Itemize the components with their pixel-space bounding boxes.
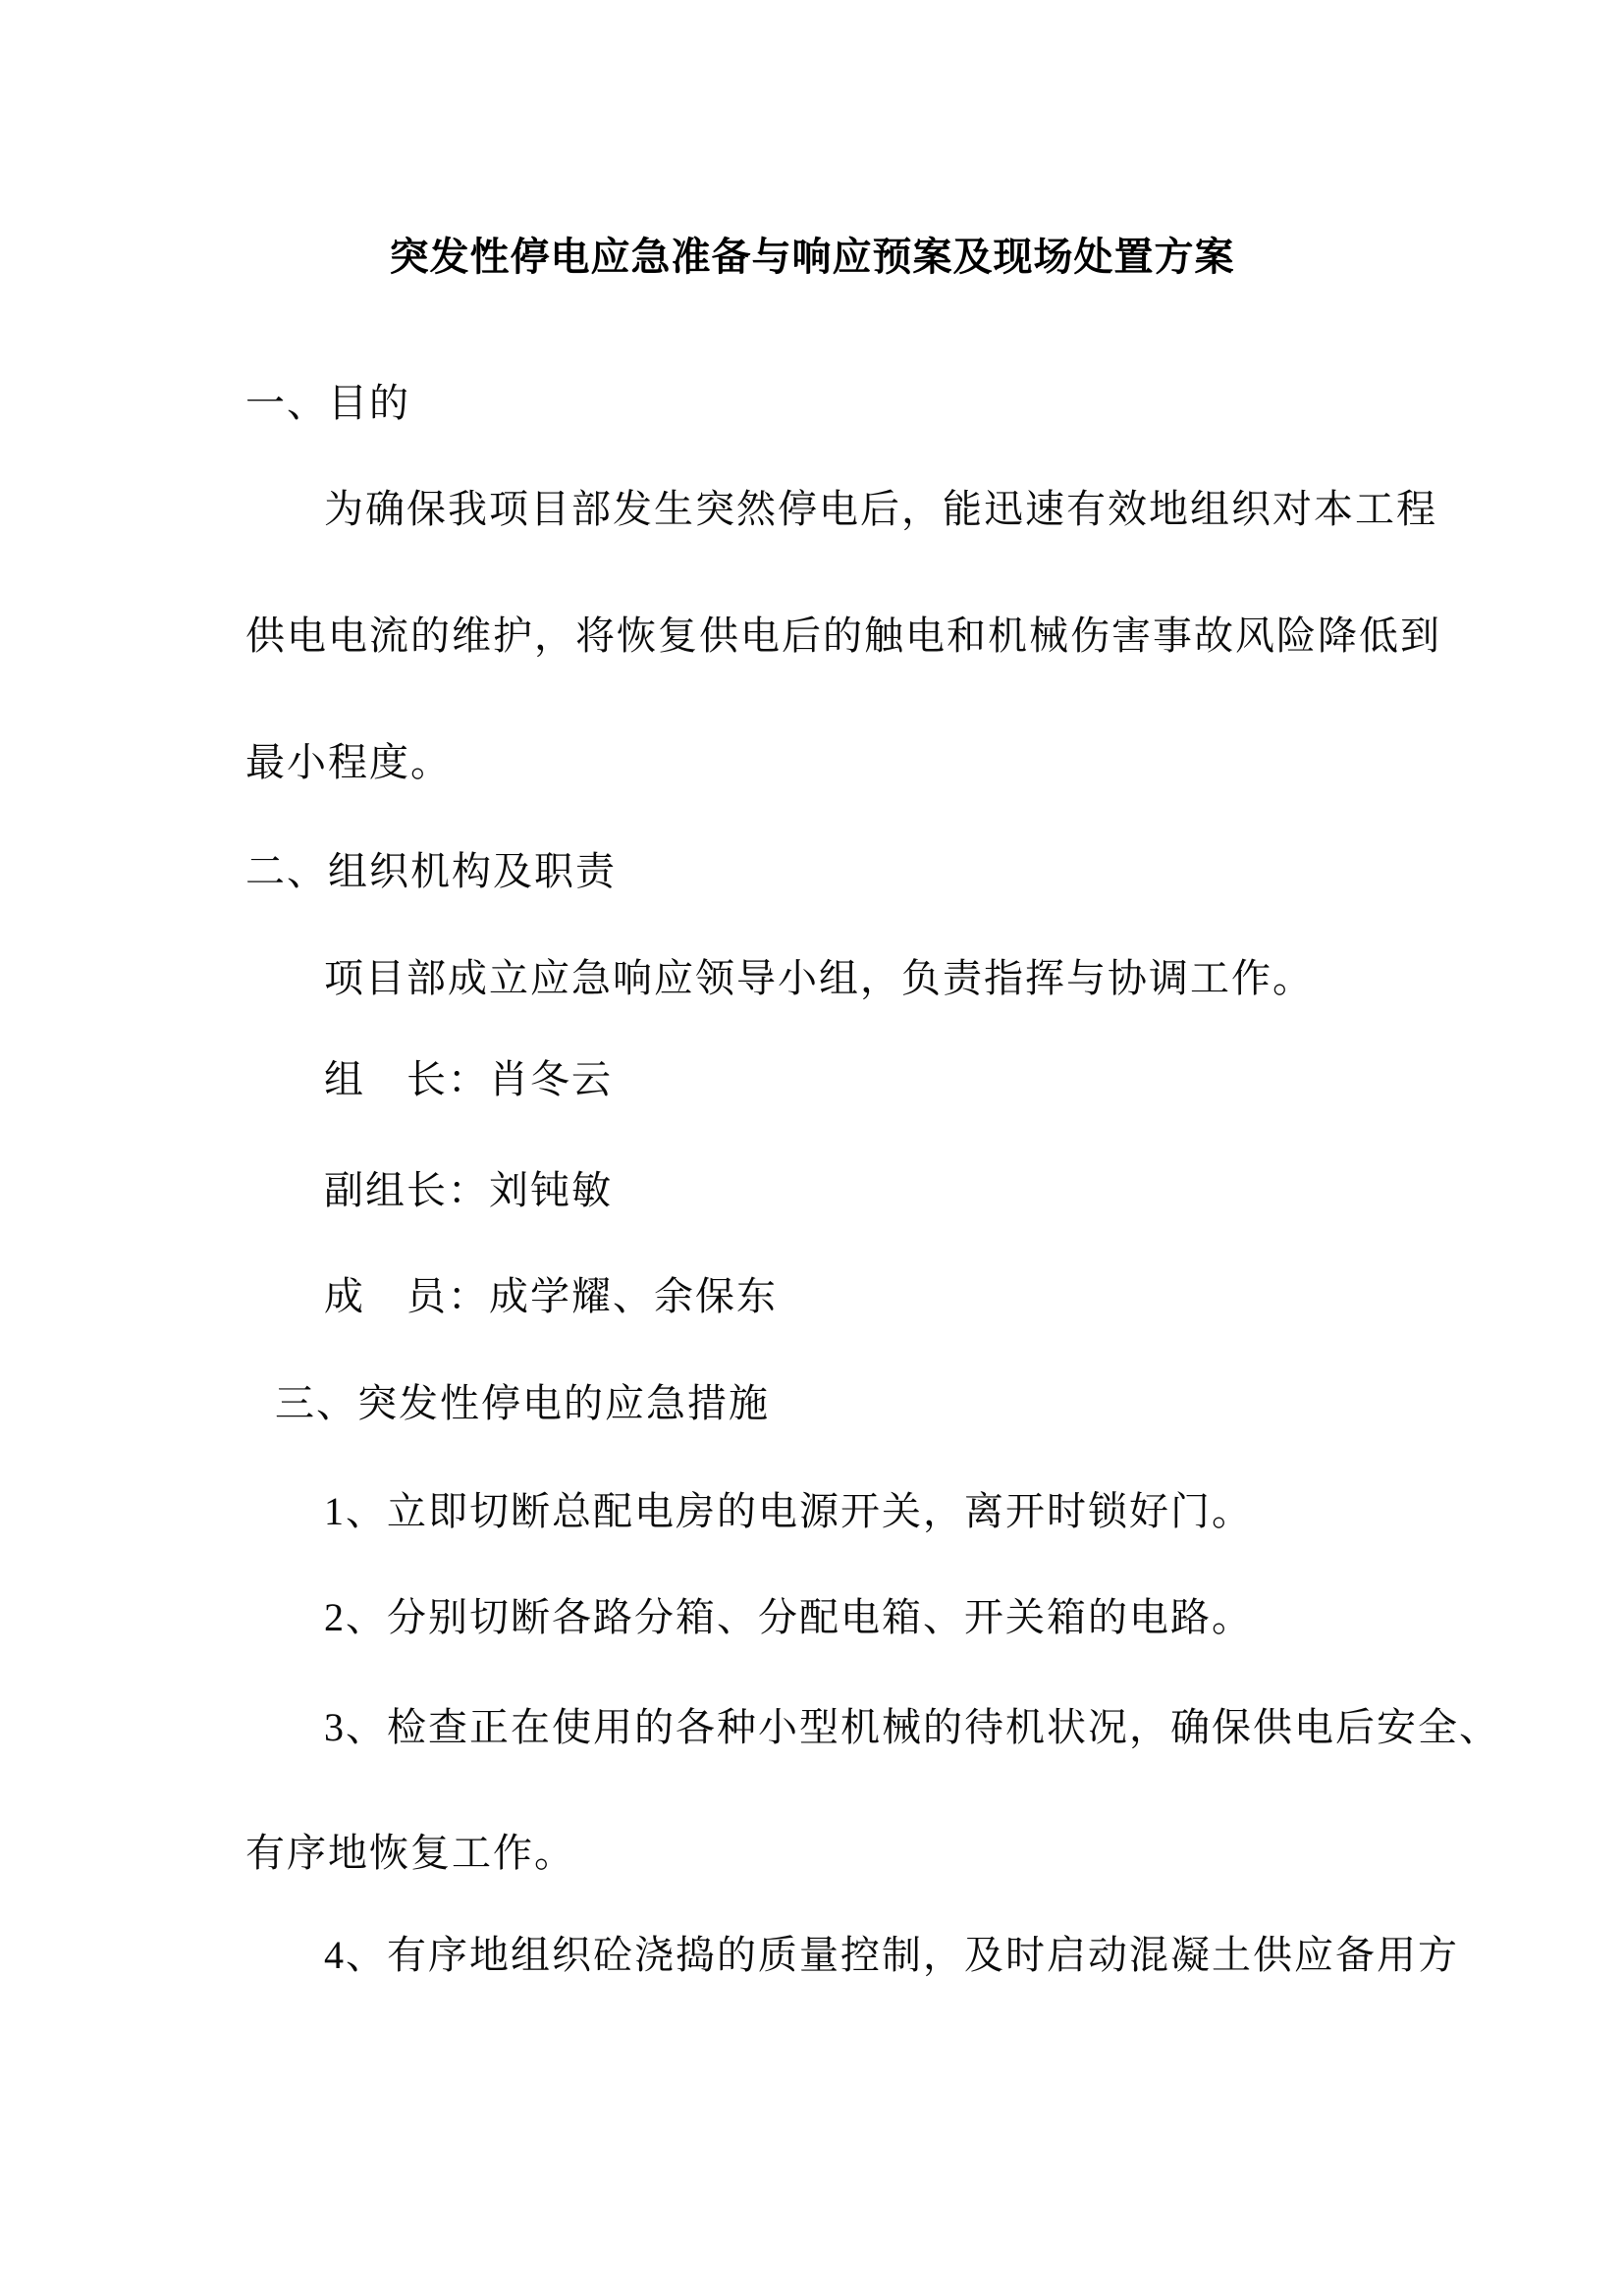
- measure-item-1: 1、立即切断总配电房的电源开关，离开时锁好门。: [324, 1489, 1253, 1533]
- purpose-paragraph-line: 供电电流的维护，将恢复供电后的触电和机械伤害事故风险降低到: [245, 614, 1441, 658]
- roster-line-deputy-leader: 副组长：刘钝敏: [324, 1168, 613, 1212]
- purpose-paragraph-line: 为确保我项目部发生突然停电后，能迅速有效地组织对本工程: [324, 487, 1437, 531]
- roster-line-leader: 组 长：肖冬云: [324, 1057, 613, 1101]
- measure-item-3-line: 3、检查正在使用的各种小型机械的待机状况，确保供电后安全、: [324, 1705, 1500, 1749]
- measure-item-2: 2、分别切断各路分箱、分配电箱、开关箱的电路。: [324, 1595, 1253, 1639]
- section-organization-heading: 二、组织机构及职责: [245, 849, 617, 893]
- organization-intro-line: 项目部成立应急响应领导小组，负责指挥与协调工作。: [324, 956, 1314, 1000]
- document-title: 突发性停电应急准备与响应预案及现场处置方案: [389, 235, 1235, 279]
- measure-item-3-line: 有序地恢复工作。: [245, 1831, 575, 1875]
- section-measures-heading: 三、突发性停电的应急措施: [275, 1381, 770, 1425]
- purpose-paragraph-line: 最小程度。: [245, 740, 452, 784]
- section-purpose-heading: 一、目的: [245, 381, 410, 425]
- roster-line-members: 成 员：成学耀、余保东: [324, 1274, 778, 1318]
- measure-item-4-line: 4、有序地组织砼浇捣的质量控制，及时启动混凝土供应备用方: [324, 1933, 1459, 1977]
